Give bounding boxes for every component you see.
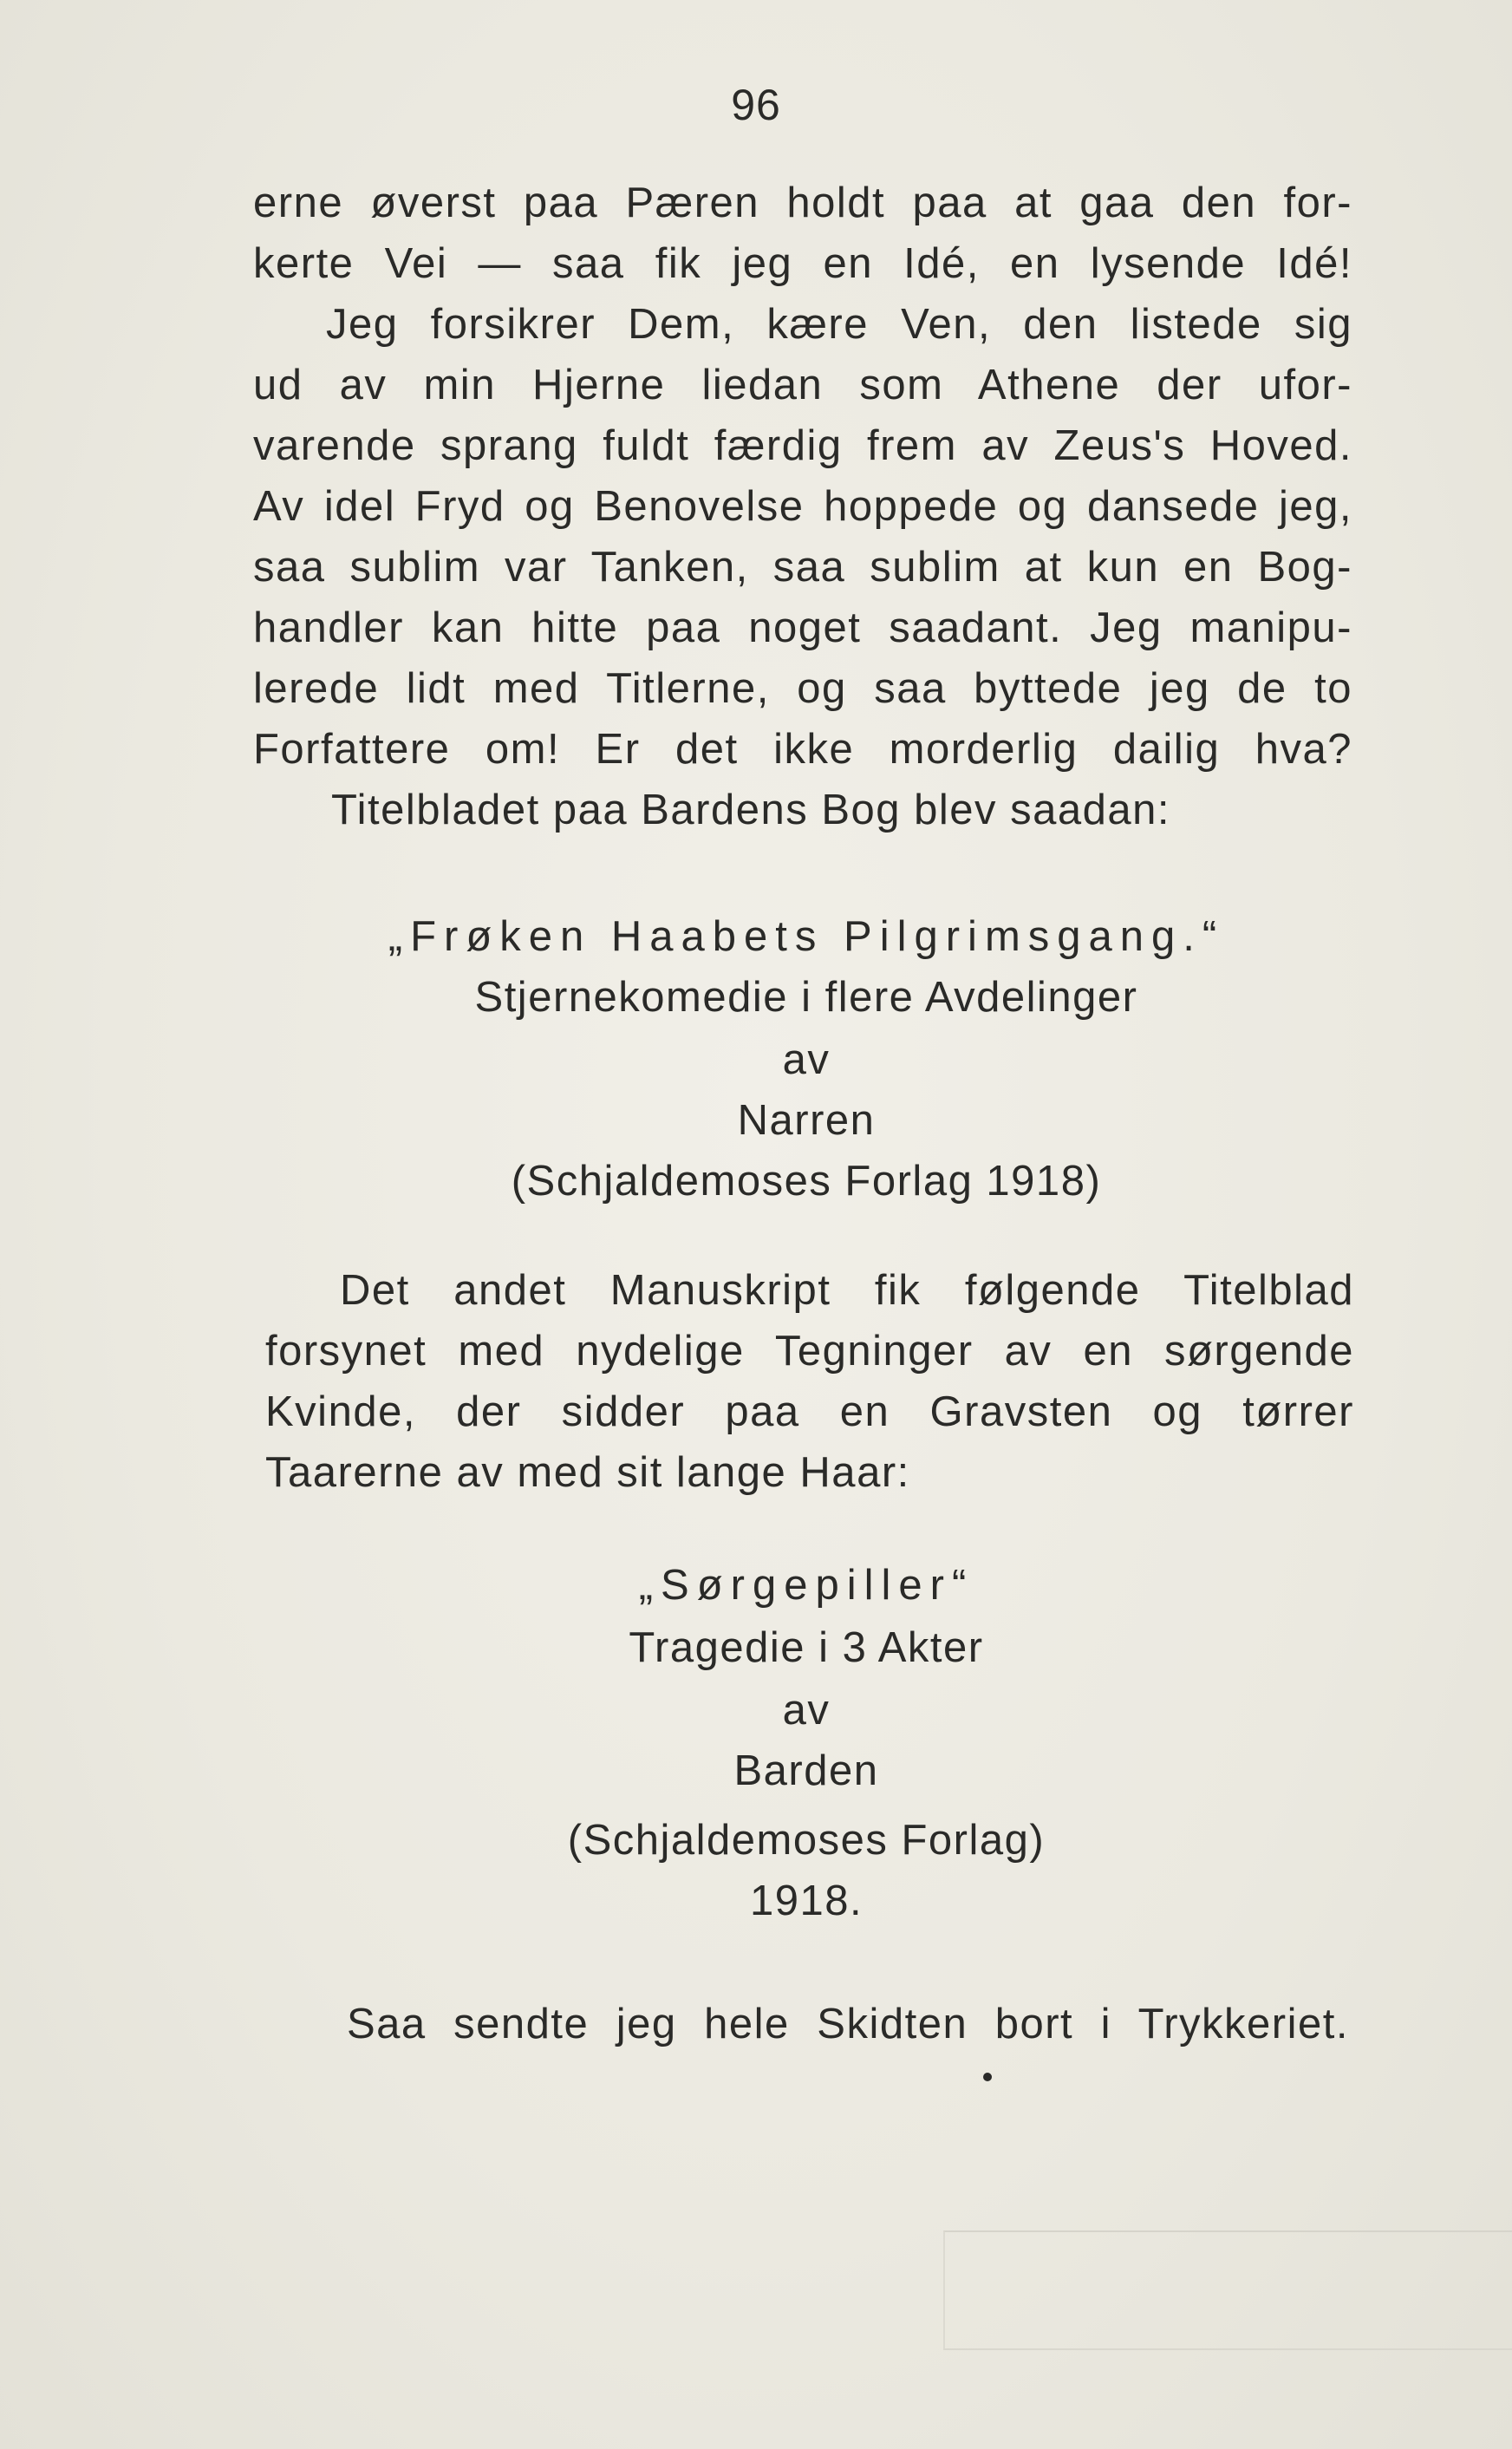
- text-line: handler kan hitte paa noget saadant. Jeg manipu-: [253, 604, 1352, 651]
- book-subtitle: Tragedie i 3 Akter: [629, 1624, 984, 1671]
- book-title: „Sørgepiller“: [638, 1562, 974, 1609]
- author-name: Narren: [737, 1097, 876, 1144]
- text-line: Jeg forsikrer Dem, kære Ven, den listede sig: [326, 301, 1352, 348]
- paper-imprint-box: [943, 2230, 1512, 2350]
- publisher-line: (Schjaldemoses Forlag): [567, 1817, 1046, 1864]
- text-line: Det andet Manuskript fik følgende Titelblad: [340, 1267, 1354, 1314]
- text-line: saa sublim var Tanken, saa sublim at kun en Bog-: [253, 544, 1352, 591]
- byline: av: [782, 1036, 831, 1083]
- text-line: lerede lidt med Titlerne, og saa byttede jeg de to: [253, 665, 1352, 712]
- text-line: Titelbladet paa Bardens Bog blev saadan:: [331, 787, 1171, 833]
- text-line: varende sprang fuldt færdig frem av Zeus's Hoved.: [253, 422, 1352, 469]
- publisher-line: (Schjaldemoses Forlag 1918): [511, 1158, 1102, 1205]
- publication-year: 1918.: [749, 1878, 864, 1924]
- text-line: Taarerne av med sit lange Haar:: [265, 1449, 910, 1496]
- text-line: Kvinde, der sidder paa en Gravsten og tørrer: [265, 1388, 1354, 1435]
- text-line: ud av min Hjerne liedan som Athene der ufor-: [253, 362, 1352, 408]
- author-name: Barden: [733, 1747, 879, 1794]
- book-title: „Frøken Haabets Pilgrimsgang.“: [388, 913, 1225, 960]
- ink-dot: [983, 2073, 992, 2081]
- text-line: erne øverst paa Pæren holdt paa at gaa den for-: [253, 180, 1352, 226]
- text-line: Forfattere om! Er det ikke morderlig dailig hva?: [253, 726, 1352, 773]
- closing-line: Saa sendte jeg hele Skidten bort i Trykkeriet.: [347, 2001, 1349, 2047]
- byline: av: [782, 1687, 831, 1734]
- page-number: 96: [731, 81, 781, 129]
- text-line: forsynet med nydelige Tegninger av en sørgende: [265, 1328, 1354, 1375]
- text-line: Av idel Fryd og Benovelse hoppede og dansede jeg,: [253, 483, 1352, 530]
- text-line: kerte Vei — saa fik jeg en Idé, en lysende Idé!: [253, 240, 1352, 287]
- book-subtitle: Stjernekomedie i flere Avdelinger: [474, 974, 1138, 1021]
